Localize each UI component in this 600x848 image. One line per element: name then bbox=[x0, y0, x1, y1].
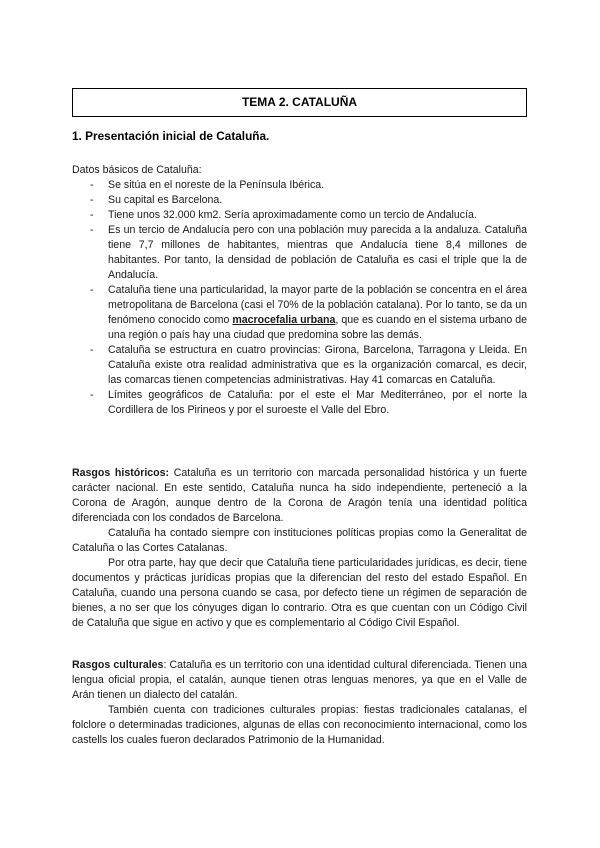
intro-label: Datos básicos de Cataluña: bbox=[72, 164, 202, 176]
paragraph: Cataluña ha contado siempre con instituciones políticas propias como la Generalitat de Cataluña o las Cortes Catalanas. bbox=[72, 527, 527, 554]
paragraph bbox=[72, 658, 527, 703]
list-item-text: , que es cuando en el sistema urbano de una región o país hay una ciudad que predomina sobre las demás. bbox=[108, 314, 527, 341]
rasgos-historicos-section bbox=[72, 466, 527, 631]
key-term: macrocefalia urbana bbox=[232, 314, 336, 326]
list-item: - Se sitúa en el noreste de la Península Ibérica. bbox=[72, 178, 527, 193]
list-item bbox=[72, 283, 527, 343]
section-heading: 1. Presentación inicial de Cataluña. bbox=[72, 129, 270, 143]
list-item: - Límites geográficos de Cataluña: por el este el Mar Mediterráneo, por el norte la Cordillera de los Pirineos y por el suroeste el Valle del Ebro. bbox=[72, 388, 527, 418]
paragraph-text: : Cataluña es un territorio con una identidad cultural diferenciada. Tienen una lengua oficial propia, el catalán, aunque tienen otras lenguas menores, ya que en el Valle de Arán tienen un dialecto del catalán. bbox=[72, 659, 527, 701]
rasgos-culturales-section bbox=[72, 658, 527, 748]
document-title bbox=[72, 88, 527, 117]
paragraph: Por otra parte, hay que decir que Cataluña tiene particularidades jurídicas, es decir, tiene documentos y prácticas jurídicas propias que la diferencian del resto del estado Español. En Cataluña, cuando una persona cuando se casa, por defecto tiene un régimen de separación de bienes, a no ser que los cónyuges digan lo contrario. Otra es que cuentan con un Código Civil de Cataluña que sigue en activo y que es complementario al Código Civil Español. bbox=[72, 557, 527, 629]
paragraph: También cuenta con tradiciones culturales propias: fiestas tradicionales catalanas, el folclore o determinadas tradiciones, algunas de ellas con reconocimiento internacional, como los castells los cuales fueron declarados Patrimonio de la Humanidad. bbox=[72, 704, 527, 746]
list-item: - Tiene unos 32.000 km2. Sería aproximadamente como un tercio de Andalucía. bbox=[72, 208, 527, 223]
data-bullet-list bbox=[72, 178, 527, 418]
section-lead: Rasgos históricos: bbox=[72, 467, 170, 479]
list-item: - Es un tercio de Andalucía pero con una población muy parecida a la andaluza. Cataluña tiene 7,7 millones de habitantes, mientras que Andalucía tiene 8,4 millones de habitantes. Por tanto, la densidad de población de Cataluña es casi el triple que la de Andalucía. bbox=[72, 223, 527, 283]
paragraph-text: Cataluña es un territorio con marcada personalidad histórica y un fuerte carácter nacional. En este sentido, Cataluña nunca ha sido independiente, perteneció a la Corona de Aragón, aunque dentro de la Corona de Aragón tenía una identidad política diferenciada con los condados de Barcelona. bbox=[72, 467, 527, 524]
document-title-text: TEMA 2. CATALUÑA bbox=[241, 95, 358, 109]
section-lead: Rasgos culturales bbox=[72, 659, 164, 671]
list-item-text: Cataluña tiene una particularidad, la mayor parte de la población se concentra en el área metropolitana de Barcelona (casi el 70% de la población catalana). Por lo tanto, se da un fenómeno conocido como bbox=[108, 284, 527, 326]
paragraph bbox=[72, 466, 527, 526]
list-item: - Cataluña se estructura en cuatro provincias: Girona, Barcelona, Tarragona y Lleida. En Cataluña existe otra realidad administrativa que es la organización comarcal, es decir, las comarcas tienen competencias administrativas. Hay 41 comarcas en Cataluña. bbox=[72, 343, 527, 388]
list-item: - Su capital es Barcelona. bbox=[72, 193, 527, 208]
